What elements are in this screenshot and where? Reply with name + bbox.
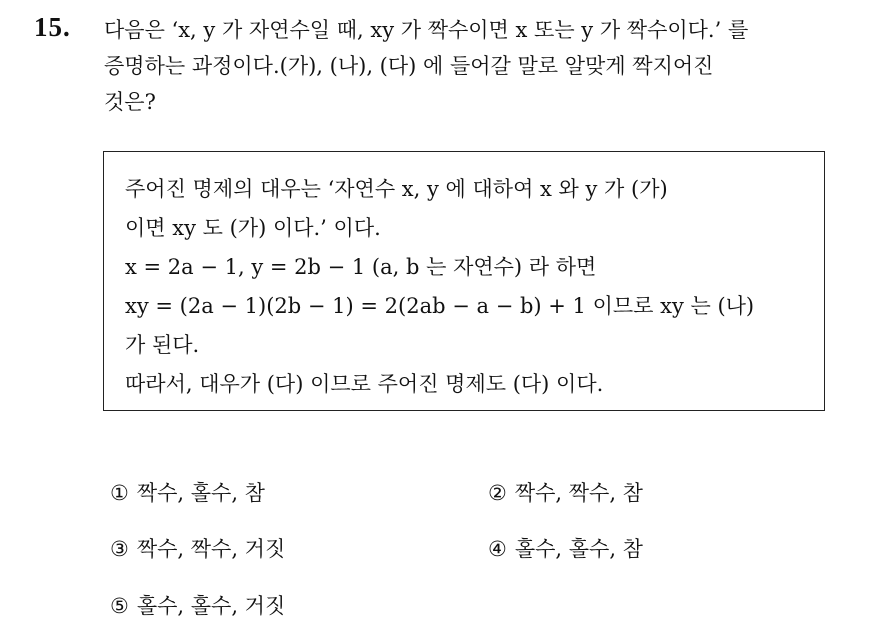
choice-text-5: 홀수, 홀수, 거짓 bbox=[136, 594, 286, 618]
proof-line: 주어진 명제의 대우는 ‘자연수 x, y 에 대하여 x 와 y 가 (가) bbox=[125, 177, 668, 201]
question-stem bbox=[104, 12, 864, 120]
choice-text-4: 홀수, 홀수, 참 bbox=[514, 537, 643, 561]
choice-number-3: ③ bbox=[110, 537, 129, 561]
proof-line: xy = (2a − 1)(2b − 1) = 2(2ab − a − b) + 1 이므로 xy 는 (나) bbox=[125, 294, 755, 318]
choice-3[interactable] bbox=[110, 533, 285, 563]
proof-line: 따라서, 대우가 (다) 이므로 주어진 명제도 (다) 이다. bbox=[125, 372, 604, 396]
choice-5[interactable] bbox=[110, 590, 285, 620]
proof-line: 가 된다. bbox=[125, 333, 200, 357]
choice-number-1: ① bbox=[110, 481, 129, 505]
choice-text-1: 짝수, 홀수, 참 bbox=[136, 481, 265, 505]
choice-number-4: ④ bbox=[488, 537, 507, 561]
choice-1[interactable] bbox=[110, 477, 265, 507]
choice-2[interactable] bbox=[488, 477, 643, 507]
stem-line: 다음은 ‘x, y 가 자연수일 때, xy 가 짝수이면 x 또는 y 가 짝수이다.’ 를 bbox=[104, 18, 749, 42]
choice-text-2: 짝수, 짝수, 참 bbox=[514, 481, 643, 505]
proof-text bbox=[125, 170, 754, 404]
proof-line: 이면 xy 도 (가) 이다.’ 이다. bbox=[125, 216, 381, 240]
proof-box bbox=[103, 151, 825, 411]
choice-number-5: ⑤ bbox=[110, 594, 129, 618]
stem-line: 것은? bbox=[104, 90, 156, 114]
choice-4[interactable] bbox=[488, 533, 643, 563]
stem-line: 증명하는 과정이다.(가), (나), (다) 에 들어갈 말로 알맞게 짝지어진 bbox=[104, 54, 714, 78]
question-number: 15. bbox=[34, 12, 71, 42]
choice-text-3: 짝수, 짝수, 거짓 bbox=[136, 537, 286, 561]
proof-line: x = 2a − 1, y = 2b − 1 (a, b 는 자연수) 라 하면 bbox=[125, 255, 597, 279]
choice-number-2: ② bbox=[488, 481, 507, 505]
